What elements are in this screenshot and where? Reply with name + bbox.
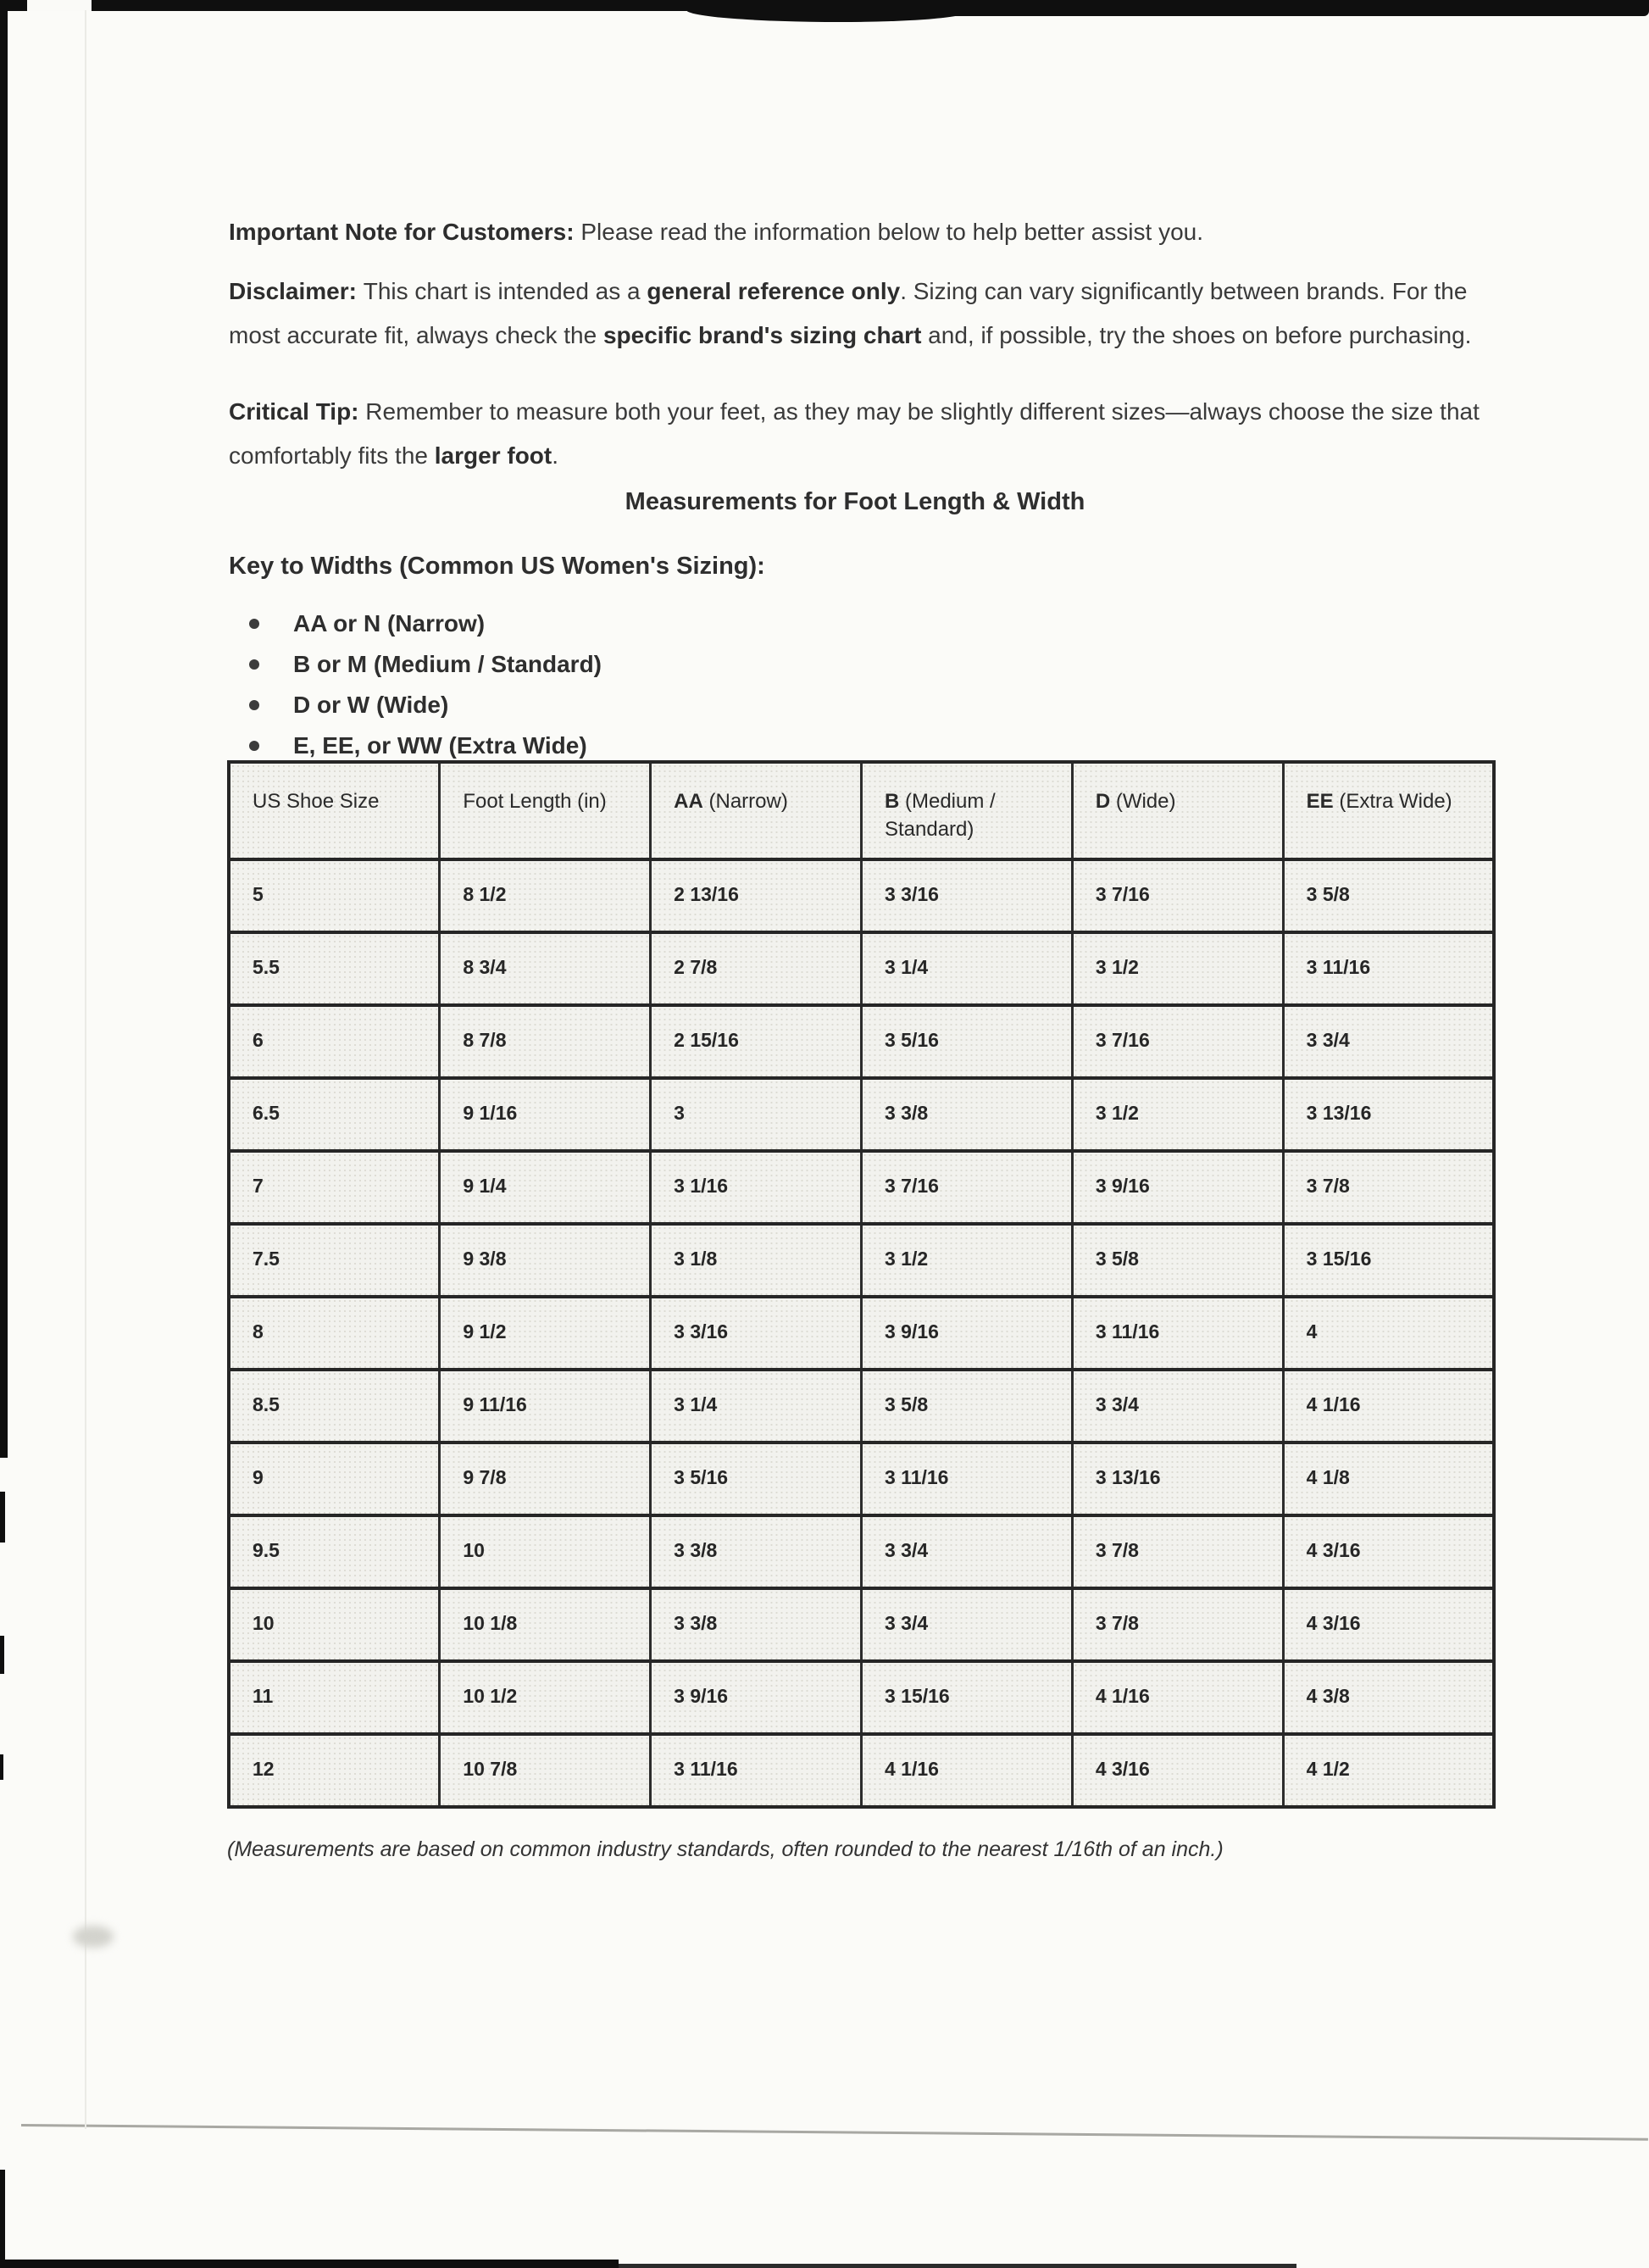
important-note-label: Important Note for Customers: [229,219,575,245]
table-row [229,1734,1494,1807]
width-key-label: E, EE, or WW (Extra Wide) [293,732,587,759]
table-cell: 8 7/8 [440,1005,651,1078]
width-key-label: AA or N (Narrow) [293,610,486,636]
table-cell: 3 13/16 [1072,1443,1283,1515]
table-row [229,1151,1494,1224]
width-key-item [249,644,602,685]
text: and, if possible, try the shoes on before purchasing. [921,322,1472,348]
table-cell: 8.5 [229,1370,440,1443]
bold-text: larger foot [434,442,552,469]
important-note-text: Please read the information below to help better assist you. [574,219,1204,245]
table-cell: 3 1/2 [1072,932,1283,1005]
table-cell: 3 11/16 [1283,932,1494,1005]
table-cell: 6 [229,1005,440,1078]
table-row [229,1297,1494,1370]
table-cell: 3 5/8 [1283,859,1494,932]
table-cell: 3 15/16 [861,1661,1072,1734]
table-cell: 5 [229,859,440,932]
table-cell: 3 1/4 [861,932,1072,1005]
scan-edge-left-dash [0,1492,5,1543]
table-cell: 4 3/8 [1283,1661,1494,1734]
scan-smudge [73,1926,114,1948]
table-cell: 9 1/16 [440,1078,651,1151]
column-header: AA (Narrow) [651,762,862,859]
table-cell: 3 [651,1078,862,1151]
table-cell: 3 7/16 [1072,859,1283,932]
table-cell: 8 [229,1297,440,1370]
size-table-body [229,859,1494,1807]
width-key-list [249,603,602,766]
table-cell: 3 11/16 [861,1443,1072,1515]
table-cell: 3 3/4 [861,1515,1072,1588]
footnote: (Measurements are based on common industry standards, often rounded to the nearest 1/16th of an inch.) [227,1837,1224,1861]
table-cell: 3 11/16 [1072,1297,1283,1370]
table-cell: 3 1/2 [1072,1078,1283,1151]
bold-text: Critical Tip: [229,398,366,425]
text: . Sizing can vary significantly between brands. For the most accurate fit, always check the [229,278,1468,348]
text: This chart is intended as a [363,278,647,304]
table-cell: 12 [229,1734,440,1807]
width-key-item [249,603,602,644]
table-row [229,1224,1494,1297]
column-header: B (Medium / Standard) [861,762,1072,859]
table-row [229,1078,1494,1151]
bullet-icon [249,741,259,751]
size-table-header [229,762,1494,859]
column-header-prefix: EE [1306,790,1334,813]
table-cell: 3 15/16 [1283,1224,1494,1297]
table-cell: 7 [229,1151,440,1224]
table-cell: 2 15/16 [651,1005,862,1078]
table-cell: 3 3/4 [1283,1005,1494,1078]
width-key-item [249,685,602,725]
table-cell: 3 7/8 [1283,1151,1494,1224]
table-cell: 3 1/8 [651,1224,862,1297]
table-cell: 2 13/16 [651,859,862,932]
table-row [229,1443,1494,1515]
table-cell: 10 [440,1515,651,1588]
scan-edge-top-bulge [686,0,966,22]
table-cell: 3 1/4 [651,1370,862,1443]
table-cell: 3 5/8 [861,1370,1072,1443]
column-header: EE (Extra Wide) [1283,762,1494,859]
table-cell: 9 7/8 [440,1443,651,1515]
scan-edge-left [0,0,8,1458]
width-key-label: B or M (Medium / Standard) [293,651,602,677]
bullet-icon [249,619,259,629]
table-cell: 2 7/8 [651,932,862,1005]
table-cell: 10 [229,1588,440,1661]
column-header: US Shoe Size [229,762,440,859]
paper-left-edge-line [85,10,86,2129]
table-row [229,859,1494,932]
column-header-prefix: AA [674,790,703,813]
scan-edge-bottom [0,2260,619,2268]
table-cell: 9 1/4 [440,1151,651,1224]
table-cell: 9.5 [229,1515,440,1588]
table-cell: 4 1/16 [1283,1370,1494,1443]
table-cell: 4 3/16 [1283,1588,1494,1661]
table-cell: 3 13/16 [1283,1078,1494,1151]
table-cell: 3 7/16 [861,1151,1072,1224]
table-cell: 4 1/8 [1283,1443,1494,1515]
table-cell: 3 3/4 [1072,1370,1283,1443]
table-cell: 8 3/4 [440,932,651,1005]
critical-tip-paragraph [229,390,1481,478]
table-cell: 3 5/16 [651,1443,862,1515]
scan-edge-left-dash [0,1636,4,1674]
column-header: D (Wide) [1072,762,1283,859]
table-cell: 10 7/8 [440,1734,651,1807]
table-cell: 4 [1283,1297,1494,1370]
table-cell: 9 [229,1443,440,1515]
table-cell: 4 1/16 [861,1734,1072,1807]
scan-edge-left-dash [0,1754,3,1780]
table-cell: 4 1/2 [1283,1734,1494,1807]
table-cell: 3 1/16 [651,1151,862,1224]
table-cell: 3 3/16 [651,1297,862,1370]
column-header-prefix: D [1095,790,1111,813]
text: . [552,442,559,469]
scan-edge-top-gap [27,0,92,11]
table-cell: 9 1/2 [440,1297,651,1370]
disclaimer-paragraph [229,270,1481,358]
table-cell: 7.5 [229,1224,440,1297]
table-cell: 3 11/16 [651,1734,862,1807]
column-header-prefix: B [884,790,900,813]
text: Remember to measure both your feet, as they may be slightly different sizes—always choose the size that comfortably fits the [229,398,1480,469]
paper-bottom-edge-line [21,2124,1648,2141]
table-cell: 4 3/16 [1283,1515,1494,1588]
table-cell: 3 3/8 [651,1588,862,1661]
table-cell: 6.5 [229,1078,440,1151]
table-cell: 3 9/16 [651,1661,862,1734]
table-cell: 5.5 [229,932,440,1005]
key-to-widths-heading: Key to Widths (Common US Women's Sizing): [229,553,765,580]
table-cell: 3 1/2 [861,1224,1072,1297]
table-row [229,1370,1494,1443]
scan-edge-bottom-thin [619,2264,1296,2268]
table-cell: 3 7/8 [1072,1588,1283,1661]
bold-text: specific brand's sizing chart [602,322,922,348]
bold-text: general reference only [647,278,901,304]
table-cell: 11 [229,1661,440,1734]
table-cell: 3 3/8 [651,1515,862,1588]
table-cell: 10 1/2 [440,1661,651,1734]
size-table [227,760,1496,1809]
important-note-paragraph [229,210,1481,254]
table-cell: 3 9/16 [1072,1151,1283,1224]
header-row [229,762,1494,859]
column-header: Foot Length (in) [440,762,651,859]
table-cell: 3 3/16 [861,859,1072,932]
table-cell: 9 11/16 [440,1370,651,1443]
table-cell: 4 1/16 [1072,1661,1283,1734]
table-cell: 3 7/16 [1072,1005,1283,1078]
table-row [229,1588,1494,1661]
table-cell: 10 1/8 [440,1588,651,1661]
table-cell: 3 7/8 [1072,1515,1283,1588]
table-cell: 8 1/2 [440,859,651,932]
table-row [229,1005,1494,1078]
table-cell: 3 3/8 [861,1078,1072,1151]
table-cell: 3 3/4 [861,1588,1072,1661]
table-cell: 3 9/16 [861,1297,1072,1370]
scan-edge-left-bottom [0,2170,5,2268]
bullet-icon [249,659,259,670]
table-row [229,1515,1494,1588]
section-heading: Measurements for Foot Length & Width [625,488,1085,515]
bold-text: Disclaimer: [229,278,364,304]
bullet-icon [249,700,259,710]
width-key-label: D or W (Wide) [293,692,449,718]
table-row [229,932,1494,1005]
table-cell: 3 5/16 [861,1005,1072,1078]
table-cell: 4 3/16 [1072,1734,1283,1807]
table-cell: 3 5/8 [1072,1224,1283,1297]
scan-edge-top-right [932,0,1649,16]
table-cell: 9 3/8 [440,1224,651,1297]
table-row [229,1661,1494,1734]
